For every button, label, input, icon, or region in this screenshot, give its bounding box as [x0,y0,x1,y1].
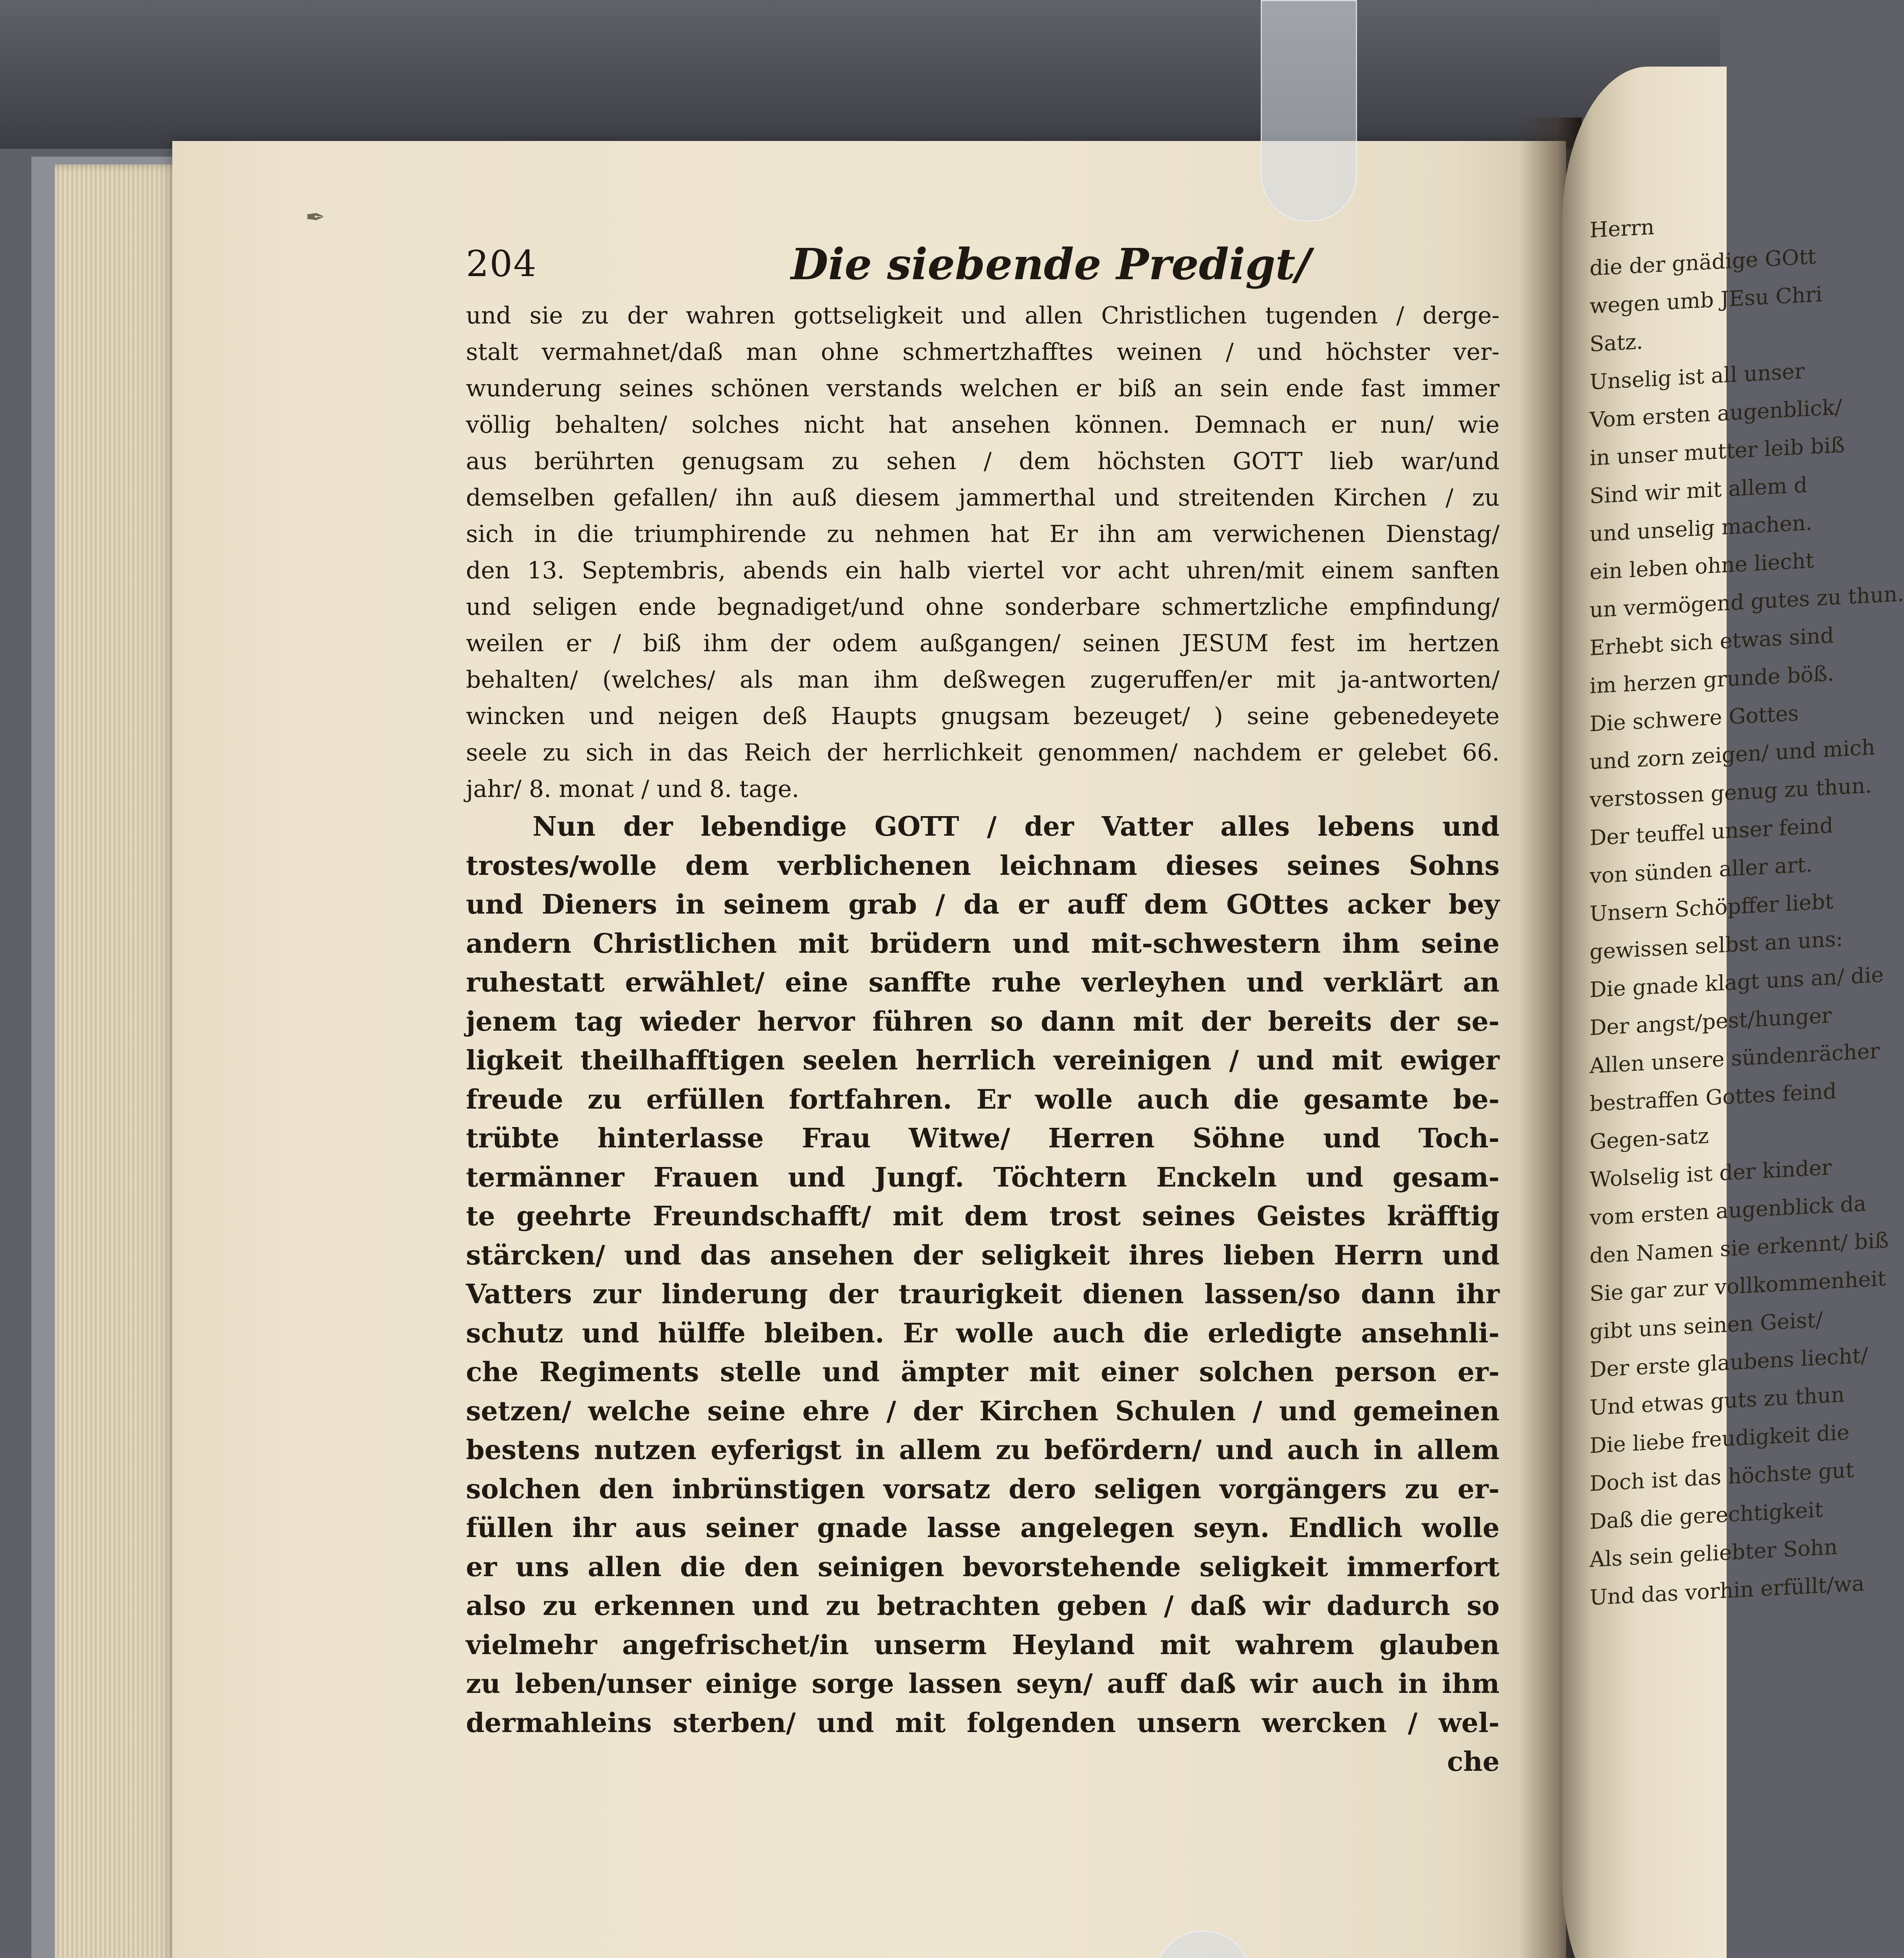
text-line: aus berührten genugsam zu sehen / dem höchsten GOTT lieb war/und [466,448,1500,475]
text-line: also zu erkennen und zu betrachten geben / daß wir dadurch so [466,1590,1500,1622]
facing-page-line: bestraffen Gottes feind [1590,1078,1837,1116]
facing-page-line: Satz. [1590,329,1643,357]
facing-page-line: gewissen selbst an uns: [1590,926,1843,965]
facing-page-line: Der teuffel unser feind [1590,813,1834,851]
facing-page-line: Unsern Schöpffer liebt [1590,889,1834,927]
text-line: weilen er / biß ihm der odem außgangen/ seinen JESUM fest im hertzen [466,630,1500,657]
facing-page-line: Die schwere Gottes [1590,701,1799,737]
text-line: trostes/wolle dem verblichenen leichnam dieses seines Sohns [466,850,1500,881]
page-number: 204 [466,243,537,285]
text-line: Nun der lebendige GOTT / der Vatter alles lebens und [532,811,1500,842]
text-line: dermahleins sterben/ und mit folgenden unsern wercken / wel- [466,1707,1500,1739]
facing-page-line: wegen umb JEsu Chri [1590,282,1823,319]
facing-page-line: Die liebe freudigkeit die [1590,1420,1850,1458]
catchword: che [1447,1746,1500,1777]
facing-page-line: Als sein geliebter Sohn [1590,1534,1838,1572]
facing-page-line: Daß die gerechtigkeit [1590,1497,1823,1534]
text-line: te geehrte Freundschafft/ mit dem trost seines Geistes kräfftig [466,1201,1500,1232]
facing-page-line: Die gnade klagt uns an/ die [1590,962,1884,1002]
facing-page-line: Und das vorhin erfüllt/wa [1590,1571,1864,1610]
facing-page-line: ein leben ohne liecht [1590,548,1814,585]
main-text-block [466,298,1500,1782]
facing-page-line: Vom ersten augenblick/ [1590,394,1842,433]
text-line: bestens nutzen eyferigst in allem zu befördern/ und auch in allem [466,1434,1500,1466]
facing-page-line: Wolselig ist der kinder [1590,1155,1832,1192]
facing-page-line: Sind wir mit allem d [1590,472,1808,509]
facing-page-line: Und etwas guts zu thun [1590,1382,1845,1420]
facing-page-line: Herrn [1590,214,1655,243]
text-line: vielmehr angefrischet/in unserm Heyland mit wahrem glauben [466,1629,1500,1661]
running-head: Die siebende Predigt/ [791,239,1311,289]
facing-page-line: die der gnädige GOtt [1590,244,1816,281]
paragraph-1 [466,298,1500,807]
text-line: jenem tag wieder hervor führen so dann mit der bereits der se- [466,1006,1500,1037]
text-line: jahr/ 8. monat / und 8. tage. [466,775,799,803]
facing-page-line: von sünden aller art. [1590,852,1813,889]
text-line: ruhestatt erwählet/ eine sanffte ruhe verleyhen und verklärt an [466,967,1500,998]
text-line: demselben gefallen/ ihn auß diesem jammerthal und streitenden Kirchen / zu [466,484,1500,511]
facing-page-line: un vermögend gutes zu thun. [1590,581,1904,623]
facing-page [1562,67,1904,1958]
facing-page-line: vom ersten augenblick da [1590,1191,1866,1230]
scanner-frame-top [0,0,1720,149]
paragraph-2 [466,807,1500,1782]
facing-page-line: den Namen sie erkennt/ biß [1590,1228,1889,1268]
text-line: und Dieners in seinem grab / da er auff dem GOttes acker bey [466,889,1500,920]
facing-page-line: Der angst/pest/hunger [1590,1003,1832,1040]
facing-page-line: Unselig ist all unser [1590,358,1805,395]
text-line: trübte hinterlasse Frau Witwe/ Herren Söhne und Toch- [466,1123,1500,1154]
text-line: behalten/ (welches/ als man ihm deßwegen zugeruffen/er mit ja-antworten/ [466,666,1500,694]
facing-page-line: Allen unsere sündenrächer [1590,1038,1880,1078]
text-line: füllen ihr aus seiner gnade lasse angelegen seyn. Endlich wolle [466,1512,1500,1544]
text-line: und seligen ende begnadiget/und ohne sonderbare schmertzliche empfindung/ [466,593,1500,621]
text-line: stärcken/ und das ansehen der seligkeit ihres lieben Herrn und [466,1239,1500,1271]
facing-page-line: und zorn zeigen/ und mich [1590,735,1875,775]
ink-mark-icon: ✒︎ [305,204,325,231]
text-line: che Regiments stelle und ämpter mit einer solchen person er- [466,1357,1500,1388]
text-line: sich in die triumphirende zu nehmen hat Er ihn am verwichenen Dienstag/ [466,520,1500,548]
text-line: Vatters zur linderung der traurigkeit dienen lassen/so dann ihr [466,1279,1500,1310]
page-clip-top [1261,0,1357,222]
facing-page-text [1590,204,1904,1617]
facing-page-line: Sie gar zur vollkommenheit [1590,1266,1886,1306]
page-header [466,239,1656,294]
text-line: schutz und hülffe bleiben. Er wolle auch die erledigte ansehnli- [466,1317,1500,1349]
text-line: und sie zu der wahren gottseligkeit und allen Christlichen tugenden / derge- [466,302,1500,329]
text-line: seele zu sich in das Reich der herrlichkeit genommen/ nachdem er gelebet 66. [466,739,1500,766]
text-line: den 13. Septembris, abends ein halb viertel vor acht uhren/mit einem sanften [466,557,1500,584]
facing-page-line: im herzen grunde böß. [1590,661,1834,699]
text-line: wincken und neigen deß Haupts gnugsam bezeuget/ ) seine gebenedeyete [466,703,1500,730]
page-edges [55,164,188,1958]
text-line: ligkeit theilhafftigen seelen herrlich vereinigen / und mit ewiger [466,1045,1500,1076]
text-line: völlig behalten/ solches nicht hat ansehen können. Demnach er nun/ wie [466,411,1500,439]
facing-page-line: Gegen-satz [1590,1123,1709,1154]
text-line: freude zu erfüllen fortfahren. Er wolle auch die gesamte be- [466,1084,1500,1115]
facing-page-line: und unselig machen. [1590,510,1813,547]
facing-page-line: Der erste glaubens liecht/ [1590,1343,1868,1382]
facing-page-line: Erhebt sich etwas sind [1590,623,1834,661]
text-line: termänner Frauen und Jungf. Töchtern Enckeln und gesam- [466,1161,1500,1193]
text-line: zu leben/unser einige sorge lassen seyn/ auff daß wir auch in ihm [466,1668,1500,1700]
text-line: er uns allen die den seinigen bevorstehende seligkeit immerfort [466,1551,1500,1583]
text-line: solchen den inbrünstigen vorsatz dero seligen vorgängers zu er- [466,1473,1500,1505]
facing-page-line: verstossen genug zu thun. [1590,773,1872,813]
facing-page-line: gibt uns seinen Geist/ [1590,1307,1823,1344]
text-line: wunderung seines schönen verstands welchen er biß an sein ende fast immer [466,375,1500,402]
text-line: andern Christlichen mit brüdern und mit-schwestern ihm seine [466,928,1500,959]
text-line: stalt vermahnet/daß man ohne schmertzhafftes weinen / und höchster ver- [466,338,1500,366]
text-line: setzen/ welche seine ehre / der Kirchen Schulen / und gemeinen [466,1395,1500,1427]
facing-page-line: in unser mutter leib biß [1590,432,1845,471]
facing-page-line: Doch ist das höchste gut [1590,1458,1854,1496]
